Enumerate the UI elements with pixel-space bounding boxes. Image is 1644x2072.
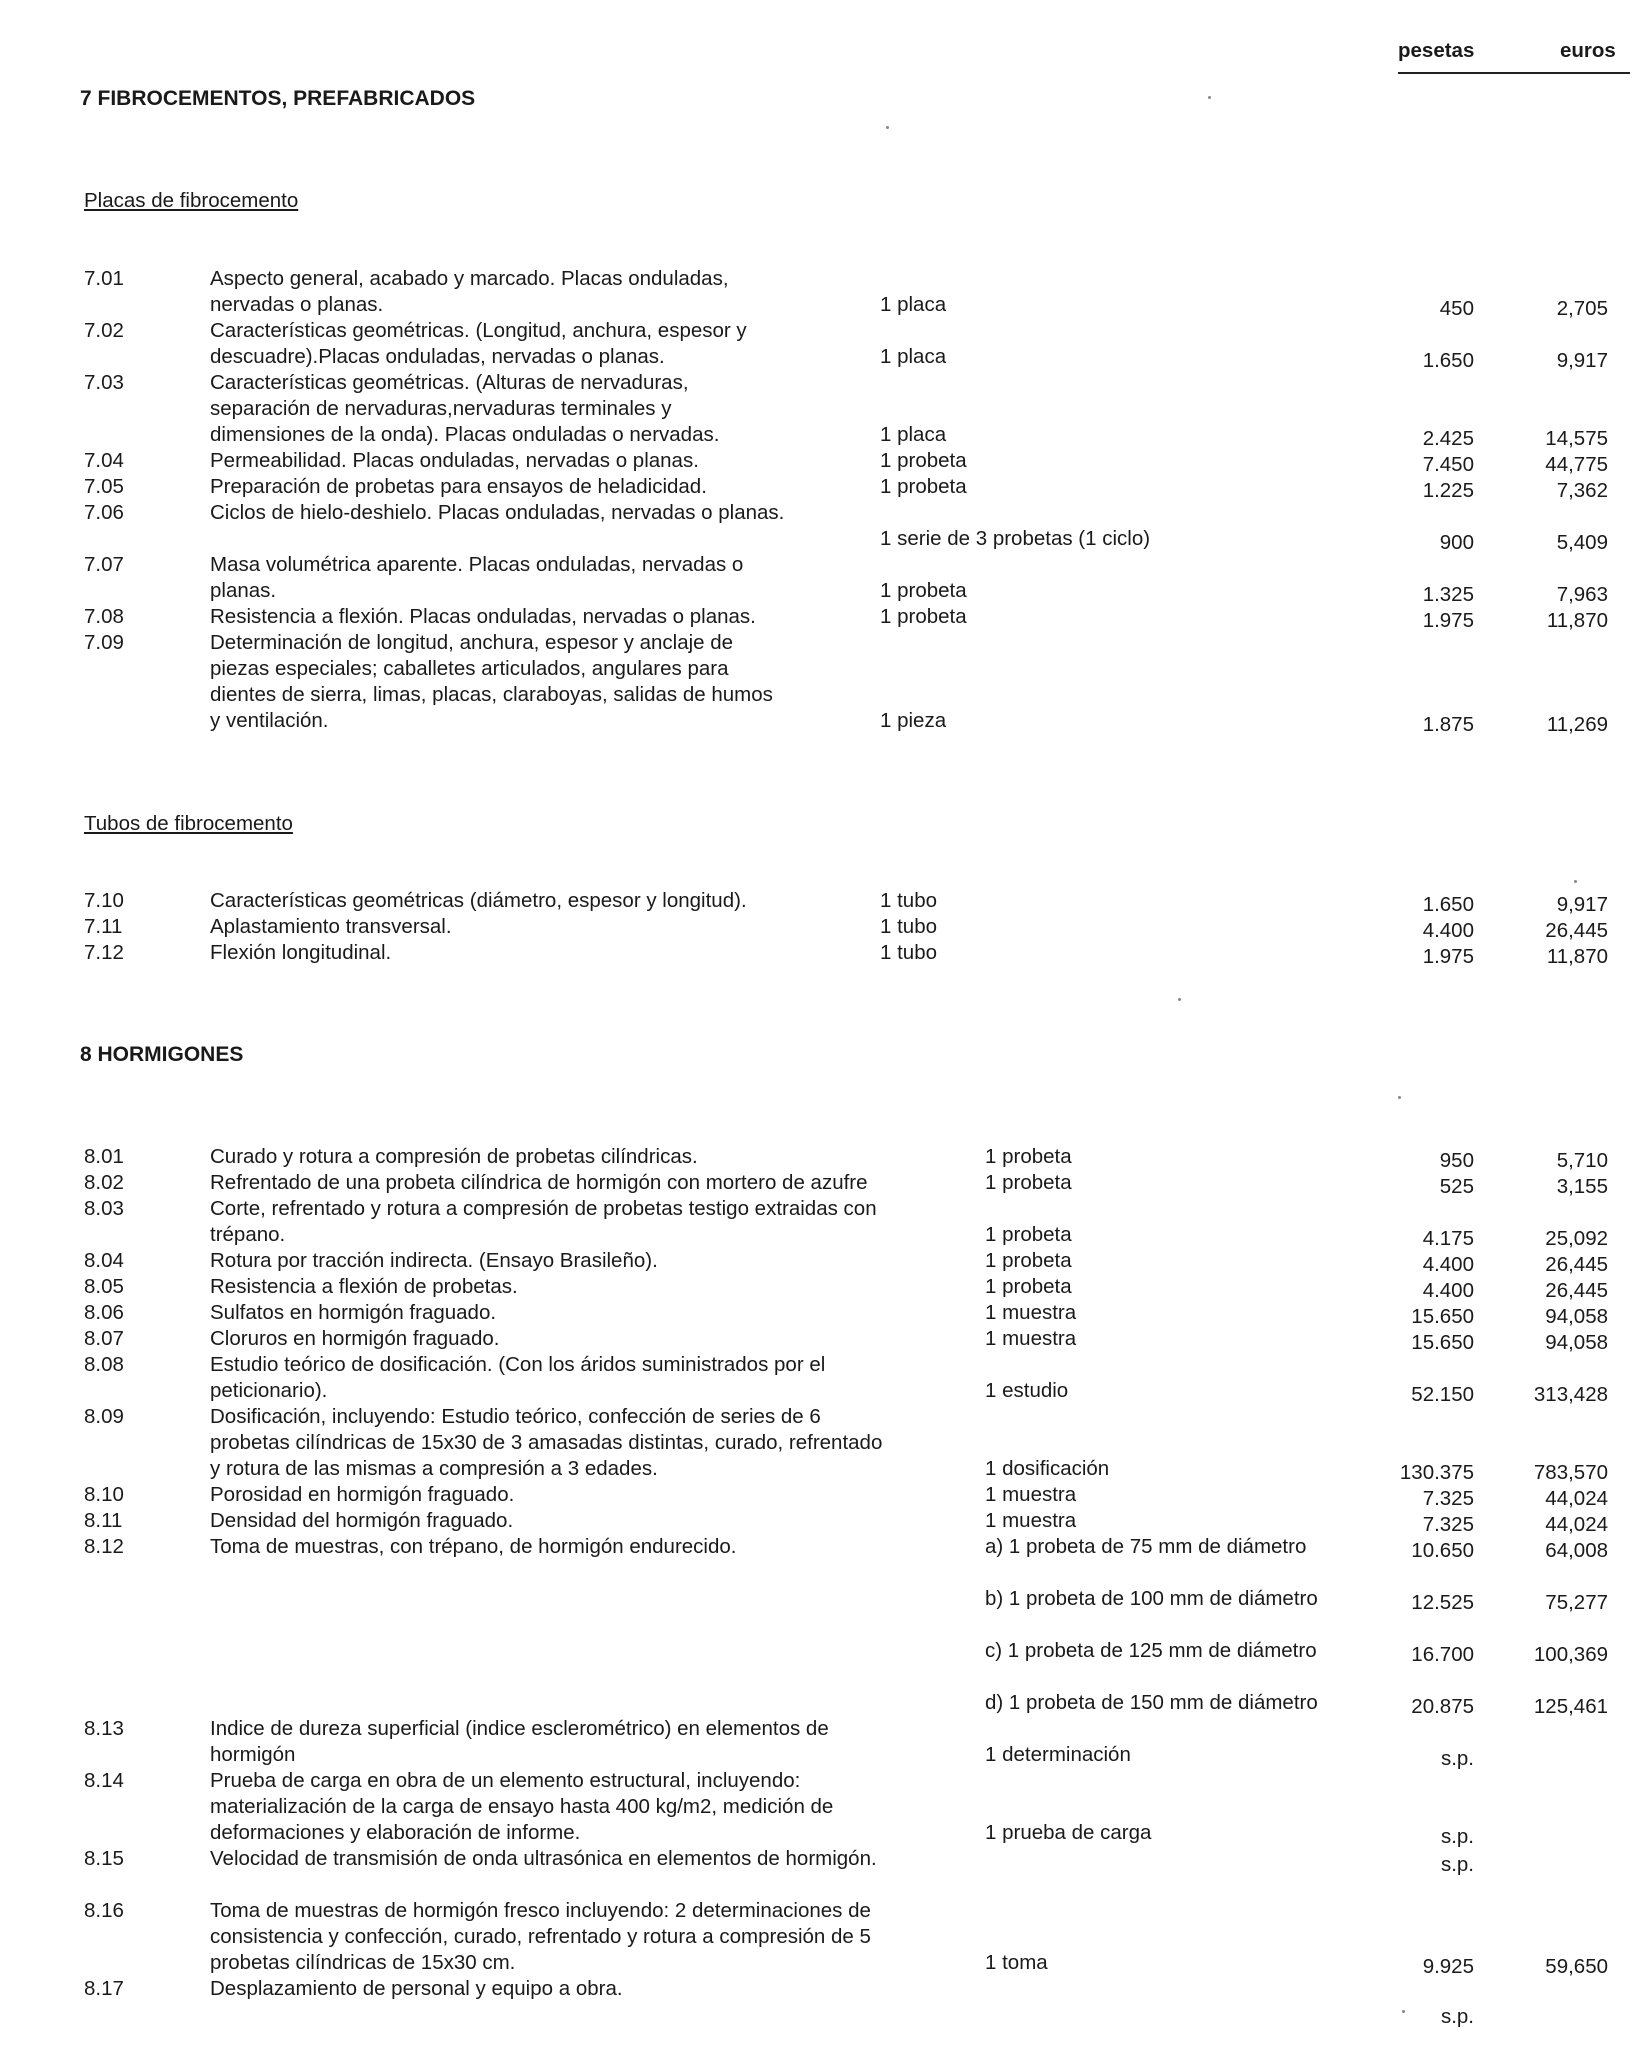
item-unit: 1 probeta <box>880 475 967 498</box>
item-price-euros: 2,705 <box>1556 297 1608 320</box>
item-price-euros: 44,775 <box>1545 453 1608 476</box>
header-rule <box>1398 72 1630 74</box>
section-8-title: 8 HORMIGONES <box>80 1043 244 1066</box>
column-header-euros: euros <box>1560 39 1616 62</box>
item-unit: 1 probeta <box>880 579 967 602</box>
item-price-pesetas: 1.325 <box>1422 583 1474 606</box>
item-code: 8.10 <box>84 1483 124 1506</box>
item-price-euros: 100,369 <box>1533 1643 1608 1666</box>
item-unit: 1 placa <box>880 423 947 446</box>
item-price-pesetas: 15.650 <box>1411 1331 1474 1354</box>
item-price-euros: 5,710 <box>1556 1149 1608 1172</box>
item-price-pesetas: 4.400 <box>1422 1253 1474 1276</box>
item-code: 7.11 <box>84 915 123 938</box>
item-description: Desplazamiento de personal y equipo a obra. <box>210 1977 623 2000</box>
item-code: 7.09 <box>84 631 124 654</box>
item-code: 8.09 <box>84 1405 124 1428</box>
item-unit: 1 muestra <box>985 1301 1077 1324</box>
item-unit: 1 probeta <box>985 1171 1072 1194</box>
item-code: 8.04 <box>84 1249 124 1272</box>
section-7-title: 7 FIBROCEMENTOS, PREFABRICADOS <box>80 87 476 110</box>
item-price-pesetas: s.p. <box>1440 1853 1474 1876</box>
column-header-pesetas: pesetas <box>1398 39 1475 62</box>
item-description: Ciclos de hielo-deshielo. Placas onduladas, nervadas o planas. <box>210 501 785 524</box>
item-price-pesetas: 130.375 <box>1399 1461 1474 1484</box>
item-price-pesetas: s.p. <box>1440 2005 1474 2028</box>
item-unit: 1 dosificación <box>985 1457 1110 1480</box>
item-code: 7.03 <box>84 371 124 394</box>
item-unit: 1 probeta <box>985 1145 1072 1168</box>
scan-speck <box>1574 880 1577 883</box>
item-price-pesetas: 7.325 <box>1422 1513 1474 1536</box>
item-code: 8.11 <box>84 1509 123 1532</box>
item-description: Corte, refrentado y rotura a compresión de probetas testigo extraidas con trépano. <box>210 1197 877 1246</box>
item-description: Masa volumétrica aparente. Placas onduladas, nervadas o planas. <box>210 553 744 602</box>
item-price-pesetas: 1.875 <box>1422 713 1474 736</box>
subsection-placas-title: Placas de fibrocemento <box>84 189 299 212</box>
item-price-euros: 26,445 <box>1545 919 1608 942</box>
item-price-pesetas: 1.975 <box>1422 945 1474 968</box>
item-description: Resistencia a flexión. Placas onduladas, nervadas o planas. <box>210 605 756 628</box>
item-price-euros: 94,058 <box>1545 1331 1608 1354</box>
item-price-pesetas: 525 <box>1439 1175 1474 1198</box>
item-price-euros: 11,870 <box>1546 609 1608 632</box>
scan-speck <box>1402 2010 1405 2013</box>
item-description: Toma de muestras de hormigón fresco incluyendo: 2 determinaciones de consistencia y confección, curado, refrentado y rotura a compresión de 5 probetas cilíndricas de 15x30 cm. <box>210 1899 871 1974</box>
item-description: Características geométricas (diámetro, espesor y longitud). <box>210 889 747 912</box>
item-code: 8.08 <box>84 1353 124 1376</box>
item-code: 7.01 <box>84 267 124 290</box>
item-price-pesetas: 2.425 <box>1422 427 1474 450</box>
item-price-pesetas: 4.175 <box>1422 1227 1474 1250</box>
item-code: 8.17 <box>84 1977 124 2000</box>
item-description: Refrentado de una probeta cilíndrica de hormigón con mortero de azufre <box>210 1171 868 1194</box>
item-description: Permeabilidad. Placas onduladas, nervadas o planas. <box>210 449 699 472</box>
item-description: Cloruros en hormigón fraguado. <box>210 1327 500 1350</box>
item-unit: 1 toma <box>985 1951 1048 1974</box>
scan-speck <box>886 126 889 129</box>
item-unit: 1 prueba de carga <box>985 1821 1152 1844</box>
item-price-pesetas: 1.975 <box>1422 609 1474 632</box>
item-code: 7.02 <box>84 319 124 342</box>
item-price-euros: 7,362 <box>1556 479 1608 502</box>
item-price-euros: 26,445 <box>1545 1253 1608 1276</box>
item-description: Velocidad de transmisión de onda ultrasónica en elementos de hormigón. <box>210 1847 877 1870</box>
item-price-euros: 26,445 <box>1545 1279 1608 1302</box>
item-code: 8.13 <box>84 1717 124 1740</box>
item-price-euros: 94,058 <box>1545 1305 1608 1328</box>
item-unit: c) 1 probeta de 125 mm de diámetro <box>985 1639 1317 1662</box>
subsection-tubos-title: Tubos de fibrocemento <box>84 812 293 835</box>
item-code: 8.05 <box>84 1275 124 1298</box>
item-price-euros: 3,155 <box>1556 1175 1608 1198</box>
item-unit: 1 probeta <box>880 605 967 628</box>
item-unit: 1 tubo <box>880 889 937 912</box>
item-unit: 1 probeta <box>985 1275 1072 1298</box>
item-unit: 1 determinación <box>985 1743 1131 1766</box>
item-description: Densidad del hormigón fraguado. <box>210 1509 514 1532</box>
item-code: 8.02 <box>84 1171 124 1194</box>
item-unit: 1 probeta <box>880 449 967 472</box>
item-price-euros: 25,092 <box>1545 1227 1608 1250</box>
item-price-pesetas: 1.650 <box>1422 893 1474 916</box>
item-price-pesetas: 10.650 <box>1411 1539 1474 1562</box>
item-unit: 1 muestra <box>985 1327 1077 1350</box>
item-price-euros: 59,650 <box>1545 1955 1608 1978</box>
item-description: Aplastamiento transversal. <box>210 915 452 938</box>
item-unit: b) 1 probeta de 100 mm de diámetro <box>985 1587 1318 1610</box>
item-code: 8.03 <box>84 1197 124 1220</box>
item-description: Sulfatos en hormigón fraguado. <box>210 1301 497 1324</box>
item-unit: 1 estudio <box>985 1379 1069 1402</box>
item-unit: 1 probeta <box>985 1223 1072 1246</box>
item-price-euros: 75,277 <box>1545 1591 1608 1614</box>
item-code: 7.12 <box>84 941 124 964</box>
item-unit: 1 serie de 3 probetas (1 ciclo) <box>880 527 1151 550</box>
item-description: Curado y rotura a compresión de probetas cilíndricas. <box>210 1145 698 1168</box>
item-price-pesetas: s.p. <box>1440 1747 1474 1770</box>
item-price-pesetas: 1.225 <box>1422 479 1474 502</box>
item-price-pesetas: 9.925 <box>1422 1955 1474 1978</box>
item-price-pesetas: 900 <box>1439 531 1474 554</box>
scan-speck <box>1398 1096 1401 1099</box>
item-description: Dosificación, incluyendo: Estudio teórico, confección de series de 6 probetas cilíndricas de 15x30 de 3 amasadas distintas, curado, refrentado y rotura de las mismas a compresión a 3 edades. <box>210 1405 883 1480</box>
item-code: 8.07 <box>84 1327 124 1350</box>
item-price-euros: 64,008 <box>1545 1539 1608 1562</box>
item-unit: 1 placa <box>880 293 947 316</box>
item-price-pesetas: 450 <box>1439 297 1474 320</box>
item-description: Características geométricas. (Alturas de nervaduras, separación de nervaduras,nervaduras terminales y dimensiones de la onda). Placas onduladas o nervadas. <box>210 371 720 446</box>
item-unit: 1 muestra <box>985 1483 1077 1506</box>
item-code: 7.05 <box>84 475 124 498</box>
item-price-euros: 5,409 <box>1556 531 1608 554</box>
item-unit: 1 probeta <box>985 1249 1072 1272</box>
item-description: Prueba de carga en obra de un elemento estructural, incluyendo: materialización de la carga de ensayo hasta 400 kg/m2, medición de deformaciones y elaboración de informe. <box>210 1769 834 1844</box>
item-price-pesetas: s.p. <box>1440 1825 1474 1848</box>
item-code: 7.07 <box>84 553 124 576</box>
item-code: 8.01 <box>84 1145 124 1168</box>
item-price-pesetas: 1.650 <box>1422 349 1474 372</box>
item-code: 7.06 <box>84 501 124 524</box>
item-price-pesetas: 7.325 <box>1422 1487 1474 1510</box>
item-description: Toma de muestras, con trépano, de hormigón endurecido. <box>210 1535 737 1558</box>
item-description: Porosidad en hormigón fraguado. <box>210 1483 515 1506</box>
item-price-pesetas: 16.700 <box>1411 1643 1474 1666</box>
item-description: Aspecto general, acabado y marcado. Placas onduladas, nervadas o planas. <box>210 267 729 316</box>
item-description: Preparación de probetas para ensayos de heladicidad. <box>210 475 707 498</box>
item-price-pesetas: 4.400 <box>1422 919 1474 942</box>
item-code: 8.12 <box>84 1535 124 1558</box>
item-price-pesetas: 15.650 <box>1411 1305 1474 1328</box>
item-unit: 1 muestra <box>985 1509 1077 1532</box>
item-price-euros: 7,963 <box>1556 583 1608 606</box>
item-price-pesetas: 20.875 <box>1411 1695 1474 1718</box>
item-price-euros: 783,570 <box>1533 1461 1608 1484</box>
item-description: Resistencia a flexión de probetas. <box>210 1275 518 1298</box>
item-price-euros: 44,024 <box>1545 1487 1608 1510</box>
item-unit: 1 tubo <box>880 915 937 938</box>
item-description: Rotura por tracción indirecta. (Ensayo Brasileño). <box>210 1249 658 1272</box>
scan-speck <box>1208 96 1211 99</box>
item-price-pesetas: 12.525 <box>1411 1591 1474 1614</box>
item-code: 8.16 <box>84 1899 124 1922</box>
item-description: Características geométricas. (Longitud, anchura, espesor y descuadre).Placas onduladas, nervadas o planas. <box>210 319 747 368</box>
item-price-euros: 313,428 <box>1533 1383 1608 1406</box>
item-price-pesetas: 950 <box>1439 1149 1474 1172</box>
item-price-euros: 44,024 <box>1545 1513 1608 1536</box>
item-price-euros: 9,917 <box>1556 893 1608 916</box>
item-unit: 1 pieza <box>880 709 947 732</box>
item-unit: 1 tubo <box>880 941 937 964</box>
item-description: Indice de dureza superficial (indice esclerométrico) en elementos de hormigón <box>210 1717 829 1766</box>
item-price-euros: 11,269 <box>1546 713 1608 736</box>
item-price-pesetas: 4.400 <box>1422 1279 1474 1302</box>
item-description: Determinación de longitud, anchura, espesor y anclaje de piezas especiales; caballetes articulados, angulares para dientes de sierra, limas, placas, claraboyas, salidas de humos y ventilación. <box>210 631 773 732</box>
item-description: Estudio teórico de dosificación. (Con los áridos suministrados por el peticionario). <box>210 1353 826 1402</box>
item-price-euros: 9,917 <box>1556 349 1608 372</box>
scan-speck <box>1178 998 1181 1001</box>
item-code: 7.10 <box>84 889 124 912</box>
item-unit: 1 placa <box>880 345 947 368</box>
item-price-pesetas: 7.450 <box>1422 453 1474 476</box>
item-code: 7.08 <box>84 605 124 628</box>
item-price-euros: 14,575 <box>1545 427 1608 450</box>
item-code: 8.15 <box>84 1847 124 1870</box>
item-code: 8.06 <box>84 1301 124 1324</box>
item-unit: d) 1 probeta de 150 mm de diámetro <box>985 1691 1318 1714</box>
item-unit: a) 1 probeta de 75 mm de diámetro <box>985 1535 1307 1558</box>
item-code: 7.04 <box>84 449 124 472</box>
item-price-pesetas: 52.150 <box>1411 1383 1474 1406</box>
item-code: 8.14 <box>84 1769 124 1792</box>
item-description: Flexión longitudinal. <box>210 941 392 964</box>
item-price-euros: 11,870 <box>1546 945 1608 968</box>
item-price-euros: 125,461 <box>1533 1695 1608 1718</box>
